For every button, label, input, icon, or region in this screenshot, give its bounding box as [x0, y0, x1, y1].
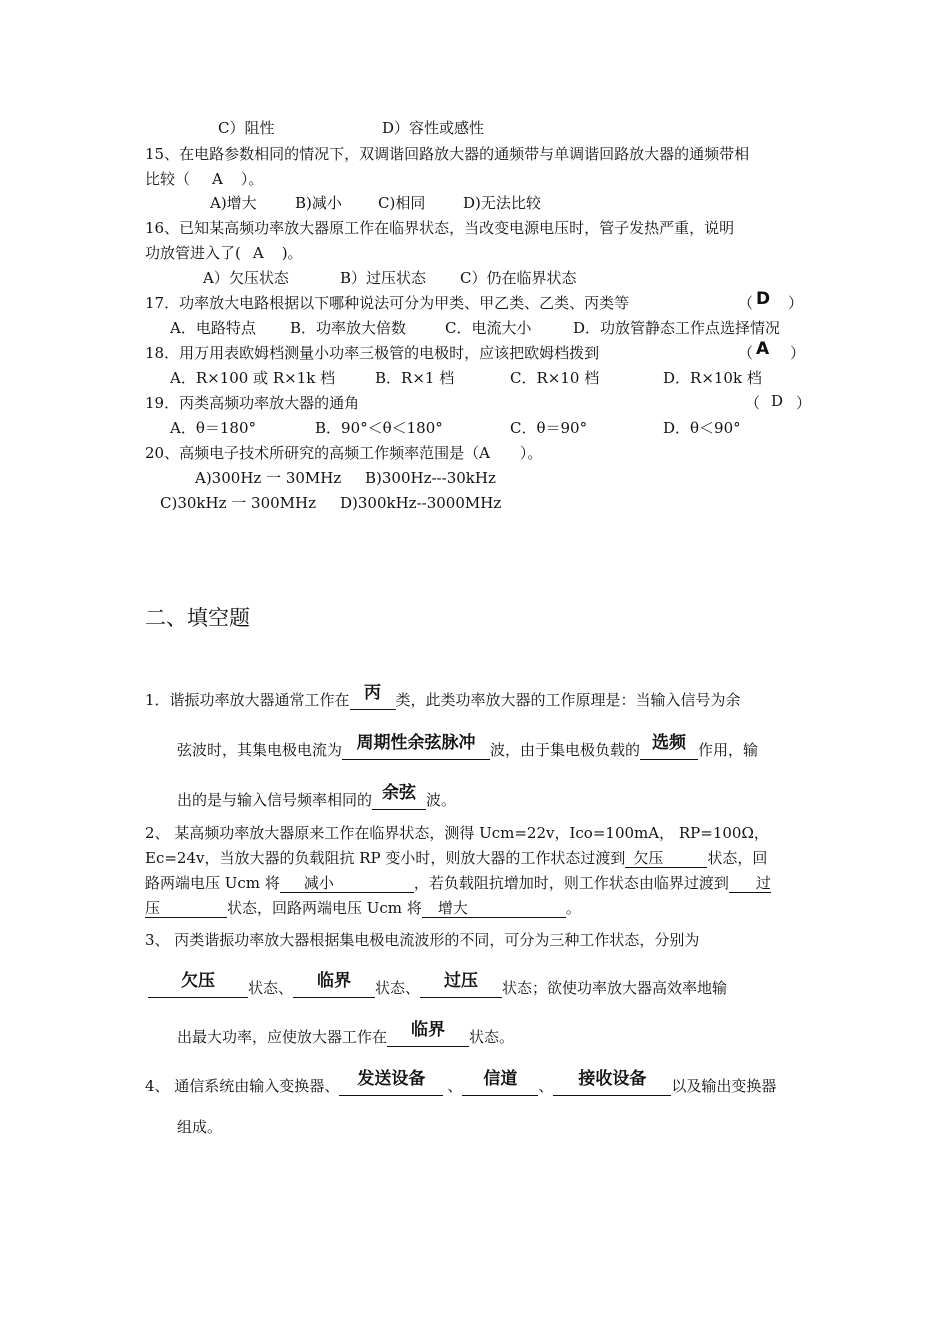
fill-q3-line1: 3、 丙类谐振功率放大器根据集电极电流波形的不同，可分为三种工作状态，分别为	[145, 931, 700, 949]
q19-text: 19．丙类高频功率放大器的通角	[145, 394, 360, 412]
q19-option-c: C．θ＝90°	[510, 419, 588, 437]
fill-q4-blank-2	[462, 1069, 538, 1096]
q15-text-b: ）。	[240, 170, 264, 188]
q17-option-a: A．电路特点	[170, 319, 256, 337]
q16-option-b: B）过压状态	[340, 269, 427, 287]
q17-text: 17．功率放大电路根据以下哪种说法可分为甲类、甲乙类、乙类、丙类等	[145, 294, 630, 312]
fill-q2-text-3b: ，若负载阻抗增加时，则工作状态由临界过渡到	[413, 874, 729, 892]
q17-paren-right: ）	[788, 294, 804, 312]
section-heading-fill-blank: 二、填空题	[145, 606, 250, 630]
fill-q3-line2	[148, 971, 728, 998]
fill-q2-text-4b: 。	[565, 899, 581, 917]
q17-option-c: C．电流大小	[445, 319, 532, 337]
q14-option-d: D）容性或感性	[382, 119, 485, 137]
q18-option-c: C．R×10 档	[510, 369, 600, 387]
q16-text-a: 功放管进入了(	[145, 244, 241, 262]
fill-q1-line3	[177, 783, 457, 810]
fill-q4-blank-1	[339, 1069, 443, 1096]
fill-q2-blank-2	[280, 873, 414, 893]
fill-q1-text-2c: 作用，输	[698, 741, 759, 759]
q15-text-line2	[145, 169, 263, 189]
fill-q2-answer-4: 增大	[437, 899, 468, 917]
fill-q2-answer-2: 减小	[303, 874, 334, 892]
fill-q3-text-3b: 状态。	[469, 1028, 515, 1046]
q14-option-c: C）阻性	[218, 119, 275, 137]
fill-q2-text-4a: 状态，回路两端电压 Ucm 将	[227, 899, 422, 917]
fill-q4-answer-2: 信道	[483, 1069, 518, 1089]
q18-option-b: B．R×1 档	[375, 369, 455, 387]
q18-answer: A	[756, 339, 770, 359]
fill-q3-blank-1	[148, 971, 248, 998]
q19-option-a: A．θ＝180°	[170, 419, 256, 437]
fill-q1-answer-1: 丙	[364, 683, 382, 703]
q16-text-b: )。	[281, 244, 303, 262]
q16-option-a: A）欠压状态	[203, 269, 289, 287]
q19-paren-right: ）	[796, 394, 812, 412]
fill-q1-text-1b: 类，此类功率放大器的工作原理是：当输入信号为余	[395, 691, 741, 709]
fill-q2-line2	[145, 848, 767, 868]
fill-q4-answer-3: 接收设备	[578, 1069, 647, 1089]
fill-q2-line3	[145, 873, 771, 893]
fill-q4-line1	[145, 1069, 777, 1096]
q19-answer: D	[771, 392, 784, 410]
fill-q2-answer-3a: 过	[755, 874, 771, 892]
fill-q2-line4	[145, 898, 581, 918]
q20-option-c: C)30kHz 一 300MHz	[160, 494, 316, 512]
fill-q1-answer-2: 周期性余弦脉冲	[356, 733, 476, 753]
fill-q4-text-1b: 以及输出变换器	[671, 1077, 777, 1095]
fill-q1-text-3b: 波。	[426, 791, 457, 809]
q20-text-a: 20、高频电子技术所研究的高频工作频率范围是（A	[145, 444, 490, 462]
q18-paren-right: ）	[790, 344, 806, 362]
q17-option-b: B．功率放大倍数	[290, 319, 407, 337]
fill-q3-sep-3: 状态；欲使功率放大器高效率地输	[502, 979, 728, 997]
q20-text-b: ）。	[519, 444, 543, 462]
fill-q3-answer-2: 临界	[317, 971, 352, 991]
q17-paren-left: （	[738, 294, 754, 312]
fill-q2-answer-1: 欠压	[633, 849, 664, 867]
fill-q2-line1: 2、 某高频功率放大器原来工作在临界状态，测得 Ucm=22v，Ico=100mA， RP=100Ω，	[145, 824, 769, 842]
q19-paren-left: （	[745, 394, 761, 412]
q20-option-d: D)300kHz--3000MHz	[340, 494, 502, 512]
fill-q3-blank-2	[293, 971, 375, 998]
fill-q4-sep-1: 、	[447, 1077, 463, 1095]
fill-q2-answer-3b: 压	[145, 899, 161, 917]
fill-q2-text-2b: 状态，回	[707, 849, 768, 867]
fill-q1-blank-2	[342, 733, 490, 760]
q16-text-line1: 16、已知某高频功率放大器原工作在临界状态，当改变电源电压时，管子发热严重，说明	[145, 219, 735, 237]
q15-option-a: A)增大	[210, 194, 257, 212]
fill-q4-sep-2: 、	[538, 1077, 554, 1095]
fill-q1-text-3a: 出的是与输入信号频率相同的	[177, 791, 373, 809]
fill-q2-text-3a: 路两端电压 Ucm 将	[145, 874, 280, 892]
q20-option-a: A)300Hz 一 30MHz	[195, 469, 342, 487]
fill-q2-blank-3a	[729, 873, 771, 893]
fill-q4-text-1a: 4、 通信系统由输入变换器、	[145, 1077, 340, 1095]
fill-q1-blank-3	[640, 733, 698, 760]
fill-q1-text-1a: 1．谐振功率放大器通常工作在	[145, 691, 350, 709]
q17-answer: D	[756, 289, 771, 309]
fill-q1-blank-1	[350, 683, 396, 710]
fill-q3-blank-3	[420, 971, 502, 998]
fill-q1-answer-4: 余弦	[382, 783, 417, 803]
q19-option-b: B．90°＜θ＜180°	[315, 419, 443, 437]
q15-option-b: B)减小	[295, 194, 342, 212]
q19-option-d: D．θ＜90°	[663, 419, 741, 437]
fill-q3-answer-1: 欠压	[181, 971, 215, 991]
q18-paren-left: （	[738, 344, 754, 362]
fill-q1-line1	[145, 683, 741, 710]
fill-q3-blank-4	[387, 1020, 469, 1047]
fill-q1-text-2a: 弦波时，其集电极电流为	[177, 741, 343, 759]
fill-q1-line2	[177, 733, 759, 760]
q18-option-a: A．R×100 或 R×1k 档	[170, 369, 336, 387]
q18-text: 18．用万用表欧姆档测量小功率三极管的电极时，应该把欧姆档拨到	[145, 344, 600, 362]
fill-q4-line2: 组成。	[177, 1118, 223, 1136]
fill-q3-answer-4: 临界	[411, 1020, 446, 1040]
q15-option-d: D)无法比较	[463, 194, 541, 212]
fill-q2-blank-1	[625, 848, 707, 868]
q15-answer: A	[212, 170, 223, 188]
fill-q2-blank-3b	[145, 898, 227, 918]
fill-q3-text-3a: 出最大功率，应使放大器工作在	[177, 1028, 388, 1046]
fill-q1-blank-4	[372, 783, 426, 810]
q16-text-line2	[145, 243, 303, 263]
q20-option-b: B)300Hz---30kHz	[365, 469, 496, 487]
fill-q3-answer-3: 过压	[444, 971, 479, 991]
fill-q3-sep-1: 状态、	[248, 979, 294, 997]
q15-option-c: C)相同	[378, 194, 426, 212]
fill-q2-blank-4	[422, 898, 566, 918]
q16-option-c: C）仍在临界状态	[460, 269, 577, 287]
q20-text	[145, 443, 542, 463]
fill-q2-text-2a: Ec=24v，当放大器的负载阻抗 RP 变小时，则放大器的工作状态过渡到	[145, 849, 626, 867]
q15-text-a: 比较（	[145, 170, 191, 188]
q15-text-line1: 15、在电路参数相同的情况下，双调谐回路放大器的通频带与单调谐回路放大器的通频带相	[145, 145, 750, 163]
fill-q4-answer-1: 发送设备	[357, 1069, 426, 1089]
fill-q3-sep-2: 状态、	[375, 979, 421, 997]
q16-answer: A	[252, 244, 264, 262]
q18-option-d: D．R×10k 档	[663, 369, 762, 387]
q17-option-d: D．功放管静态工作点选择情况	[573, 319, 781, 337]
fill-q1-text-2b: 波，由于集电极负载的	[490, 741, 641, 759]
fill-q4-blank-3	[553, 1069, 671, 1096]
fill-q3-line3	[177, 1020, 515, 1047]
fill-q1-answer-3: 选频	[652, 733, 687, 753]
